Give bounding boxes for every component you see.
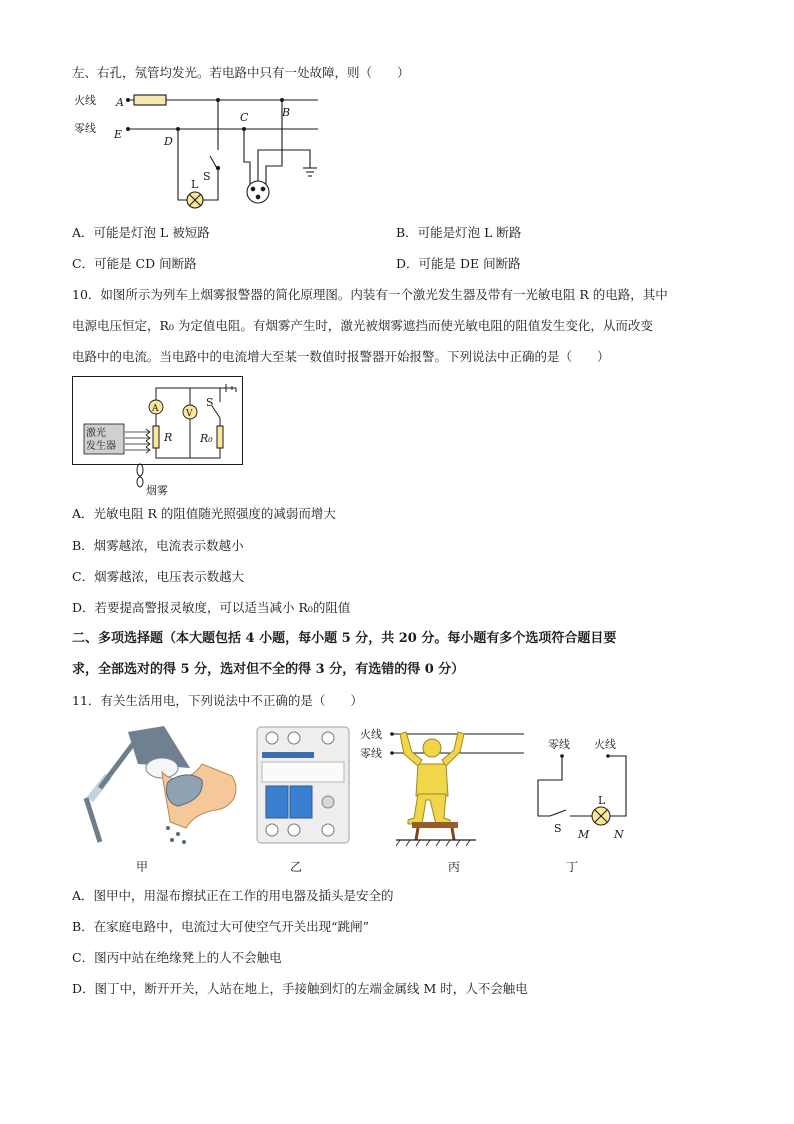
svg-text:火线: 火线 (360, 728, 382, 741)
q11-option-b: B．在家庭电路中，电流过大可使空气开关出现“跳闸” (72, 919, 369, 934)
svg-text:M: M (578, 828, 590, 841)
svg-text:A: A (116, 96, 124, 109)
svg-text:零线: 零线 (74, 122, 96, 135)
svg-text:激光: 激光 (86, 428, 106, 439)
svg-text:火线: 火线 (74, 94, 96, 107)
svg-text:R: R (164, 431, 173, 444)
person (400, 732, 464, 824)
caption-bing: 丙 (448, 860, 461, 874)
q10-smoke-alarm-diagram (72, 376, 248, 498)
q9-circuit-diagram (70, 88, 330, 218)
lamp-arm (100, 740, 136, 788)
q9-option-c: C．可能是 CD 间断路 (72, 256, 197, 271)
resistor-R0 (217, 426, 223, 448)
caption-yi: 乙 (290, 860, 303, 874)
svg-text:发生器: 发生器 (86, 441, 116, 452)
q10-stem-line2: 电源电压恒定，R₀ 为定值电阻。有烟雾产生时，激光被烟雾遮挡而使光敏电阻的阻值发生变化，从而改变 (72, 318, 653, 333)
svg-text:D: D (164, 135, 173, 148)
q10-stem-line1: 10．如图所示为列车上烟雾报警器的简化原理图。内装有一个激光发生器及带有一光敏电阻 R 的电路，其中 (72, 287, 668, 302)
svg-text:E: E (114, 128, 123, 141)
q9-stem-tail: 左、右孔，氖管均发光。若电路中只有一处故障，则（ ） (72, 65, 410, 80)
svg-text:N: N (614, 828, 624, 841)
svg-text:零线: 零线 (548, 738, 570, 751)
figure-ding-lamp-circuit (528, 734, 638, 844)
svg-text:V: V (186, 409, 193, 419)
q10-option-c: C．烟雾越浓，电压表示数越大 (72, 569, 245, 584)
q9-option-d: D．可能是 DE 间断路 (396, 256, 521, 271)
figure-jia-wet-cloth (82, 724, 252, 850)
figure-bing-person-stool (356, 724, 526, 848)
socket (247, 181, 269, 203)
svg-text:B: B (282, 106, 291, 119)
svg-text:零线: 零线 (360, 747, 382, 760)
q11-option-a: A．图甲中，用湿布擦拭正在工作的用电器及插头是安全的 (72, 888, 394, 903)
svg-text:R₀: R₀ (200, 432, 213, 445)
photoresistor-R (153, 426, 159, 448)
fuse (134, 95, 166, 105)
caption-ding: 丁 (566, 860, 579, 874)
q11-option-c: C．图丙中站在绝缘凳上的人不会触电 (72, 950, 282, 965)
svg-text:S: S (203, 170, 211, 183)
section-heading-line2: 求，全部选对的得 5 分，选对但不全的得 3 分，有选错的得 0 分） (72, 662, 465, 677)
q11-stem: 11．有关生活用电，下列说法中不正确的是（ ） (72, 693, 363, 708)
svg-text:S: S (554, 822, 562, 835)
insulating-stool (412, 822, 458, 828)
breaker-handle-left (266, 786, 288, 818)
svg-text:L: L (191, 178, 199, 191)
svg-text:S: S (206, 396, 214, 409)
section-heading-line1: 二、多项选择题（本大题包括 4 小题，每小题 5 分，共 20 分。每小题有多个选项符合题目要 (72, 631, 617, 646)
figure-yi-air-switch (256, 726, 350, 844)
svg-text:火线: 火线 (594, 738, 616, 751)
svg-text:烟雾: 烟雾 (146, 484, 168, 497)
q10-option-a: A．光敏电阻 R 的阻值随光照强度的减弱而增大 (72, 506, 336, 521)
q10-option-d: D．若要提高警报灵敏度，可以适当减小 R₀的阻值 (72, 600, 351, 615)
svg-text:C: C (240, 111, 249, 124)
q10-stem-line3: 电路中的电流。当电路中的电流增大至某一数值时报警器开始报警。下列说法中正确的是（ ） (72, 349, 610, 364)
svg-text:A: A (152, 404, 159, 414)
q10-option-b: B．烟雾越浓，电流表示数越小 (72, 538, 244, 553)
q9-option-a: A．可能是灯泡 L 被短路 (72, 225, 210, 240)
smoke-mark (137, 464, 143, 476)
q9-option-b: B．可能是灯泡 L 断路 (396, 225, 522, 240)
breaker-handle-right (290, 786, 312, 818)
q11-option-d: D．图丁中，断开开关，人站在地上，手接触到灯的左端金属线 M 时，人不会触电 (72, 981, 528, 996)
caption-jia: 甲 (136, 860, 149, 874)
switch-S (550, 810, 566, 816)
svg-text:L: L (598, 794, 606, 807)
